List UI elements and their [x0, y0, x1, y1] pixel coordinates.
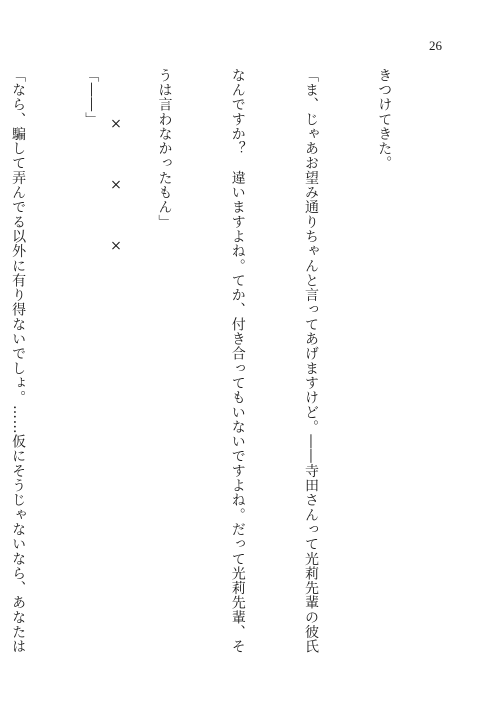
text-line: うは言わなかったもん」: [156, 68, 173, 230]
text-line: 「ま、じゃあお望み通りちゃんと言ってあげますけど。――寺田さんって光莉先輩の彼氏: [302, 68, 319, 654]
text-line: 「なら、騙して弄んでる以外に有り得ないでしょ。……仮にそうじゃないなら、あなたは: [10, 68, 27, 654]
page-number: 26: [429, 38, 442, 53]
text-line: 「――」: [83, 68, 100, 127]
text-line: きつけてきた。: [376, 68, 393, 171]
scene-break: ×××: [108, 116, 124, 299]
body-text: [10, 68, 445, 654]
text-line: なんですか？ 違いますよね。てか、付き合ってもいないですよね。だって光莉先輩、そ: [229, 68, 246, 654]
